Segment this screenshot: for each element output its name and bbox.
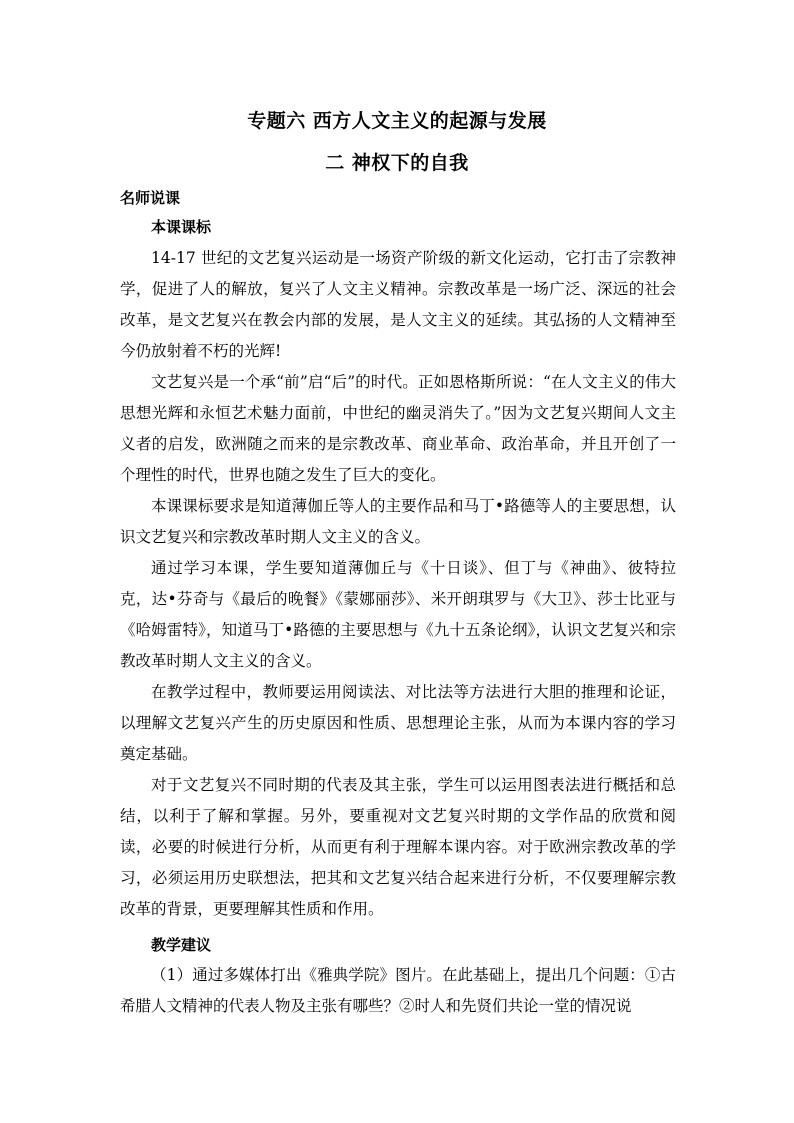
subsection-heading-curriculum: 本课课标 [151,218,212,236]
lesson-subtitle: 二 神权下的自我 [325,152,469,174]
paragraph-3: 本课课标要求是知道薄伽丘等人的主要作品和马丁•路德等人的主要思想，认识文艺复兴和宗教改革时期人文主义的含义。 [120,497,676,546]
curriculum-body [120,243,676,925]
paragraph-2: 文艺复兴是一个承“前”启“后”的时代。正如恩格斯所说：“在人文主义的伟大思想光辉和永恒艺术魅力面前，中世纪的幽灵消失了。”因为文艺复兴期间人文主义者的启发，欧洲随之而来的是宗教改革、商业革命、政治革命，并且开创了一个理性的时代，世界也随之发生了巨大的变化。 [120,373,676,484]
paragraph-1: 14-17 世纪的文艺复兴运动是一场资产阶级的新文化运动，它打击了宗教神学，促进了人的解放，复兴了人文主义精神。宗教改革是一场广泛、深远的社会改革，是文艺复兴在教会内部的发展，是人文主义的延续。其弘扬的人文精神至今仍放射着不朽的光辉! [120,249,676,360]
subsection-heading-teaching-advice: 教学建议 [151,936,212,954]
document-title: 专题六 西方人文主义的起源与发展 [247,110,547,132]
section-heading-teacher-talk: 名师说课 [120,189,181,207]
teaching-paragraph-1: （1）通过多媒体打出《雅典学院》图片。在此基础上，提出几个问题：①古希腊人文精神的代表人物及主张有哪些？②时人和先贤们共论一堂的情况说 [120,966,676,1015]
paragraph-5: 在教学过程中，教师要运用阅读法、对比法等方法进行大胆的推理和论证，以理解文艺复兴产生的历史原因和性质、思想理论主张，从而为本课内容的学习奠定基础。 [120,683,676,763]
teaching-advice-body [120,960,676,1022]
paragraph-6: 对于文艺复兴不同时期的代表及其主张，学生可以运用图表法进行概括和总结，以利于了解和掌握。另外，要重视对文艺复兴时期的文学作品的欣赏和阅读，必要的时候进行分析，从而更有利于理解本课内容。对于欧洲宗教改革的学习，必须运用历史联想法，把其和文艺复兴结合起来进行分析，不仅要理解宗教改革的背景，更要理解其性质和作用。 [120,776,676,918]
paragraph-4: 通过学习本课，学生要知道薄伽丘与《十日谈》、但丁与《神曲》、彼特拉克，达•芬奇与《最后的晚餐》《蒙娜丽莎》、米开朗琪罗与《大卫》、莎士比亚与《哈姆雷特》，知道马丁•路德的主要思想与《九十五条论纲》，认识文艺复兴和宗教改革时期人文主义的含义。 [120,559,676,670]
